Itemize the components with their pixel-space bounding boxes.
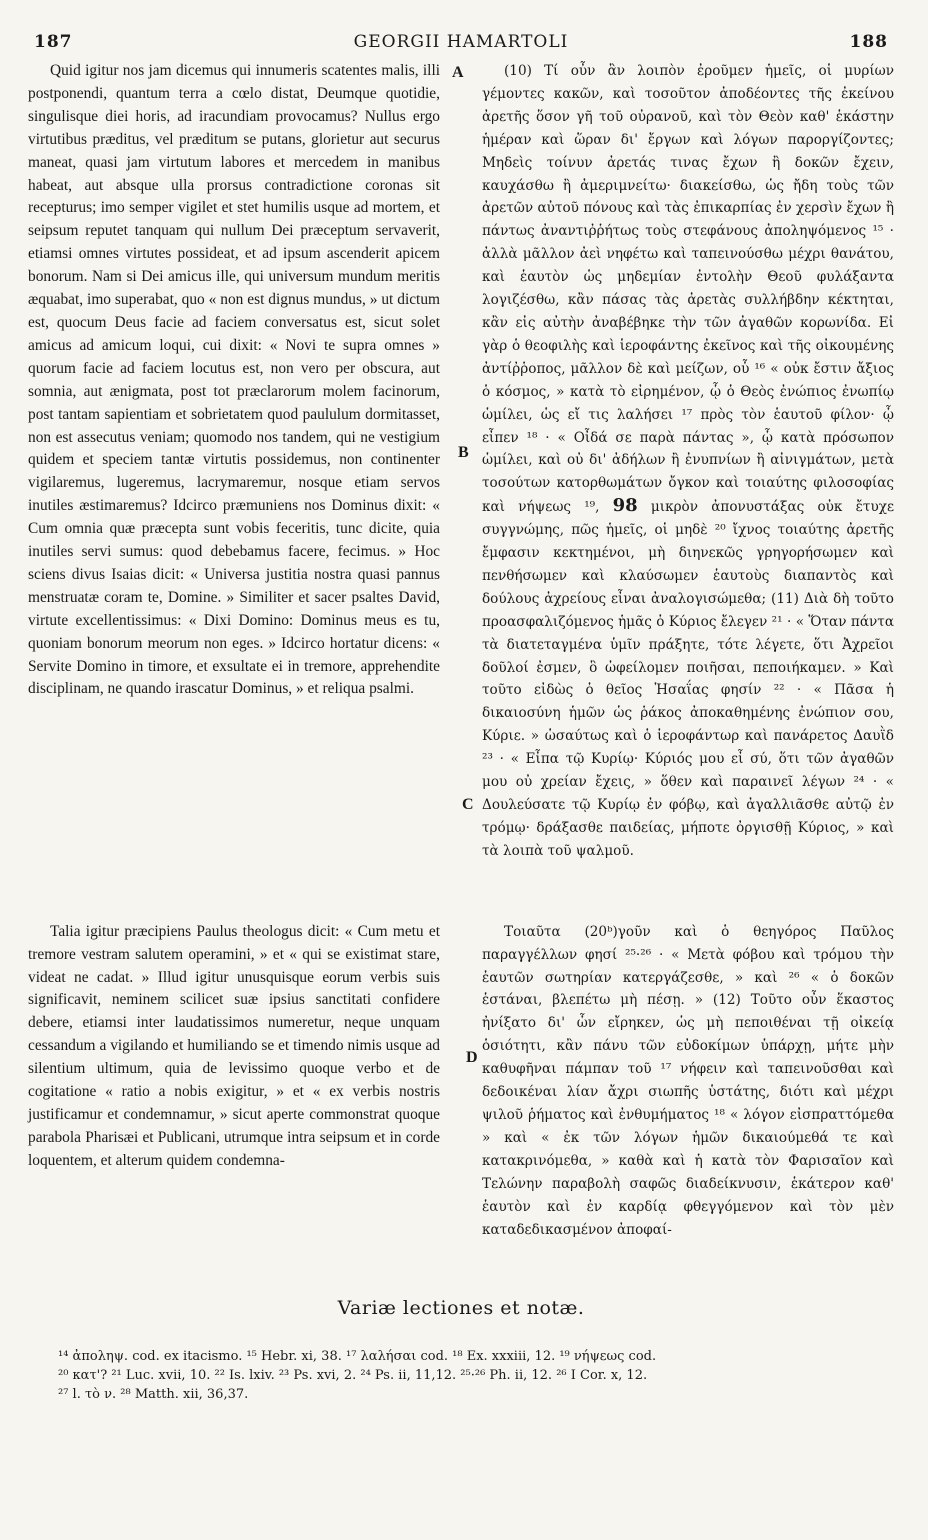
greek-column-bottom <box>482 921 894 1242</box>
latin-paragraph-1: Quid igitur nos jam dicemus qui innumeris scatentes malis, illi postponendi, quantum terra a cœlo distat, Deumque quotidie, singulisque diei horis, ad iracundiam provocamus? Nullus ergo virtutibus præditus, vel præditum se putans, glorietur aut securus maneat, quasi jam virtutum labores et mercedem in manibus habeat, aut absque ulla prorsus contradictione coronas sit recepturus; imo semper vigilet et stet humilis usque ad mortem, et seipsum reputet tanquam qui nullum Dei præceptum servaverit, etiamsi omnes virtutes possideat, et ad ipsum ascenderit apicem bonorum. Nam si Dei amicus ille, qui universum mundum meritis æquabat, imo superabat, quo « non est dignus mundus, » ut dictum est, quocum Deus facie ad faciem conversatus est, sicut solet amicus ad amicum loqui, cui dixit: « Novi te supra omnes » quorum facie ad faciem locutus est, non vero per obscura, aut somnia, aut ænigmata, post tot præclarorum molem facinorum, post tantam sapientiam et sobrietatem quod paululum dormitasset, non est assecutus veniam; quomodo nos tandem, qui ne vestigium quidem et speciem tantæ virtutis possidemus, non continenter vigilaremus, lugeremus, lacrymaremur, nosque etiam servos inutiles æstimaremus? Idcirco præmuniens nos Dominus dixit: « Cum omnia quæ præcepta sunt vobis feceritis, tunc dicite, quia inutiles servi sumus: quod debebamus facere, fecimus. » Hoc sciens divus Isaias dicit: « Universa justitia nostra quasi pannus menstruatæ coram te, Domine. » Similiter et sacer psaltes David, virtute excellentissimus: « Dixi Domino: Dominus meus es tu, quoniam bonorum meorum non eges. » Idcirco hortatur dicens: « Servite Domino in timore, et exsultate ei in tremore, apprehendite disciplinam, ne quando irascatur Dominus, » et reliqua psalmi. <box>28 62 440 698</box>
footnote-line: ¹⁴ ἀποληψ. cod. ex itacismo. ¹⁵ Hebr. xi, 38. ¹⁷ λαλήσαι cod. ¹⁸ Ex. xxxiii, 12. ¹⁹ νήψεως cod. <box>58 1349 657 1365</box>
margin-marker-d: D <box>466 1048 478 1066</box>
running-title: GEORGII HAMARTOLI <box>353 32 569 52</box>
margin-marker-c: C <box>462 796 474 813</box>
latin-column-top <box>28 60 440 863</box>
page-number-right: 188 <box>849 32 888 52</box>
running-header <box>28 30 894 60</box>
top-columns <box>28 60 894 863</box>
footnote-line: ²⁰ κατ'? ²¹ Luc. xvii, 10. ²² Is. lxiv. ²³ Ps. xvi, 2. ²⁴ Ps. ii, 11,12. ²⁵·²⁶ Ph. ii, 12. ²⁶ I Cor. x, 12. <box>58 1368 648 1384</box>
latin-column-bottom <box>28 921 440 1242</box>
greek-paragraph-1 <box>482 60 894 863</box>
footnote-line: ²⁷ l. τὸ ν. ²⁸ Matth. xii, 36,37. <box>58 1387 249 1403</box>
greek-text-1a: (10) Τί οὖν ἂν λοιπὸν ἐροῦμεν ἡμεῖς, οἱ μυρίων γέμοντες κακῶν, καὶ τοσοῦτον ἀποδέοντες τῆς ἐκείνου ἀρετῆς ὅσον γῆ τοῦ οὐρανοῦ, καὶ τὸν Θεὸν καθ' ἑκάστην ἡμέραν καὶ ὥραν δι' ἔργων καὶ λόγων παροργίζοντες; Μηδεὶς τοίνυν ἀρετάς τινας ἔχων ἢ δοκῶν ἔχειν, καυχάσθω ἢ ἀμεριμνείτω· διακείσθω, ὡς ἤδη τοὺς τῶν ἀρετῶν αὐτοῦ πόνους καὶ τὰς ἐπικαρπίας ἐν χερσὶν ἔχων ἢ πάντως ἀναντιῤῥήτως τοὺς στεφάνους ἀποληψόμενος ¹⁵ · ἀλλὰ μᾶλλον ἀεὶ νηφέτω καὶ ταπεινούσθω μέχρι θανάτου, καὶ ἑαυτὸν ὡς μηδεμίαν ἐντολὴν Θεοῦ φυλάξαντα λογιζέσθω, κἂν πάσας τὰς ἀρετὰς συλλήβδην κέκτηται, κἂν εἰς αὐτὴν ἀναβέβηκε τὴν τῶν ἀγαθῶν κορωνίδα. Εἰ γὰρ ὁ θεοφιλὴς καὶ ἱεροφάντης ἐκεῖνος καὶ τῆς οἰκουμένης ἀντίῤῥοπος, μᾶλλον δὲ καὶ μείζων, οὗ ¹⁶ « οὐκ ἔστιν ἄξιος ὁ κόσμος, » κατὰ τὸ εἰρημένον, ᾧ ὁ Θεὸς ἐνώπιος ἐνωπίῳ ὡμίλει, ὡς εἴ τις λαλήσει ¹⁷ πρὸς τὸν ἑαυτοῦ φίλον· ᾧ εἶπεν ¹⁸ · « Οἶδά σε παρὰ πάντας », ᾧ κατὰ πρόσωπον ὡμίλει, καὶ οὐ δι' ἀδήλων ἢ ἐνυπνίων ἢ αἰνιγμάτων, μετὰ τοσούτων κατορθωμάτων ὄγκον καὶ τοιαύτης φιλοσοφίας καὶ νήψεως ¹⁹, <box>482 63 894 516</box>
margin-marker-a: A <box>452 64 464 81</box>
greek-folio-marker: 98 <box>612 495 638 517</box>
footnotes <box>28 1347 894 1404</box>
greek-column-top <box>482 60 894 863</box>
page-number-left: 187 <box>34 32 73 52</box>
greek-text-1b: μικρὸν ἀπονυστάξας οὐκ ἔτυχε συγγνώμης, πῶς ἡμεῖς, οἱ μηδὲ ²⁰ ἴχνος τοιαύτης ἀρετῆς ἔμφασιν κεκτημένοι, μὴ διηνεκῶς γρηγορήσωμεν καὶ πενθήσωμεν καὶ κλαύσωμεν ἑαυτοὺς διαπαντὸς καὶ δούλους ἀχρείους εἶναι ἀναλογισώμεθα; (11) Διὰ δὴ τοῦτο προασφαλιζόμενος ἡμᾶς ὁ Κύριος ἔλεγεν ²¹ · « Ὅταν πάντα τὰ διατεταγμένα ὑμῖν πράξητε, τότε λέγετε, ὅτι Ἀχρεῖοι δοῦλοί ἐσμεν, ὃ ὠφείλομεν ποιῆσαι, πεποιήκαμεν. » Καὶ τοῦτο εἰδὼς ὁ θεῖος Ἡσαΐας φησίν ²² · « Πᾶσα ἡ δικαιοσύνη ἡμῶν ὡς ῥάκος ἀποκαθημένης ἐνώπιον σου, Κύριε. » ὡσαύτως καὶ ὁ ἱεροφάντωρ καὶ πανάρετος Δαυῒδ ²³ · « Εἶπα τῷ Κυρίῳ· Κύριός μου εἶ σύ, ὅτι τῶν ἀγαθῶν μου οὐ χρείαν ἔχεις, » ὅθεν καὶ παραινεῖ λέγων ²⁴ · « Δουλεύσατε τῷ Κυρίῳ ἐν φόβῳ, καὶ ἀγαλλιᾶσθε αὐτῷ ἐν τρόμῳ· δράξασθε παιδείας, μήποτε ὀργισθῇ Κύριος, » καὶ τὰ λοιπὰ τοῦ ψαλμοῦ. <box>482 499 894 859</box>
greek-paragraph-2: Τοιαῦτα (20ᵇ)γοῦν καὶ ὁ θεηγόρος Παῦλος παραγγέλλων φησί ²⁵·²⁶ · « Μετὰ φόβου καὶ τρόμου τὴν ἑαυτῶν σωτηρίαν κατεργάζεσθε, » καὶ ²⁶ « ὁ δοκῶν ἑστάναι, βλεπέτω μὴ πέσῃ. » (12) Τοῦτο οὖν ἕκαστος ἠνίξατο δι' ὧν εἴρηκεν, ὡς μὴ πεποιθέναι τῇ οἰκείᾳ ὁσιότητι, κἂν πάνυ τῶν εὐδοκίμων ὑπάρχῃ, μήτε μὴν καθυφῆναι πάμπαν τοῦ ¹⁷ νήφειν καὶ ταπεινοῦσθαι καὶ δεδοικέναι λίαν ἄχρι σιωπῆς ὑστάτης, διότι καὶ μέχρι ψιλοῦ ῥήματος καὶ ἐνθυμήματος ¹⁸ « λόγον εἰσπραττόμεθα » καὶ « ἐκ τῶν λόγων ἡμῶν δικαιούμεθά τε καὶ κατακρινόμεθα, » καθὰ καὶ ἡ κατὰ τὸν Φαρισαῖον καὶ Τελώνην παραβολὴ σαφῶς διαδείκνυσιν, ἑκάτερον καθ' ἑαυτὸν καὶ ἐν καρδίᾳ φθεγγόμενον καὶ τὸν μὲν καταδεδικασμένον ἀποφαί- <box>482 923 894 1238</box>
notes-heading: Variæ lectiones et notæ. <box>337 1297 585 1320</box>
latin-paragraph-2: Talia igitur præcipiens Paulus theologus dicit: « Cum metu et tremore vestram salutem operamini, » et « qui se existimat stare, videat ne cadat. » Illud igitur unusquisque eorum verbis suis significavit, neminem scilicet suæ ipsius sanctitati confidere debere, etiamsi inter laudatissimos numeretur, neque unquam cessandum a vigilando et humiliando se et timendo nimis usque ad silentium ultimum, quia de levissimo quoque verbo et de cogitatione « ratio a nobis exigitur, » et « ex verbis nostris justificamur et condemnamur, » sicut aperte commonstrat quoque parabola Pharisæi et Publicani, utrumque intra seipsum et in corde loquentem, et alterum quidem condemna- <box>28 922 440 1169</box>
bottom-columns <box>28 921 894 1242</box>
margin-marker-b: B <box>458 444 469 461</box>
